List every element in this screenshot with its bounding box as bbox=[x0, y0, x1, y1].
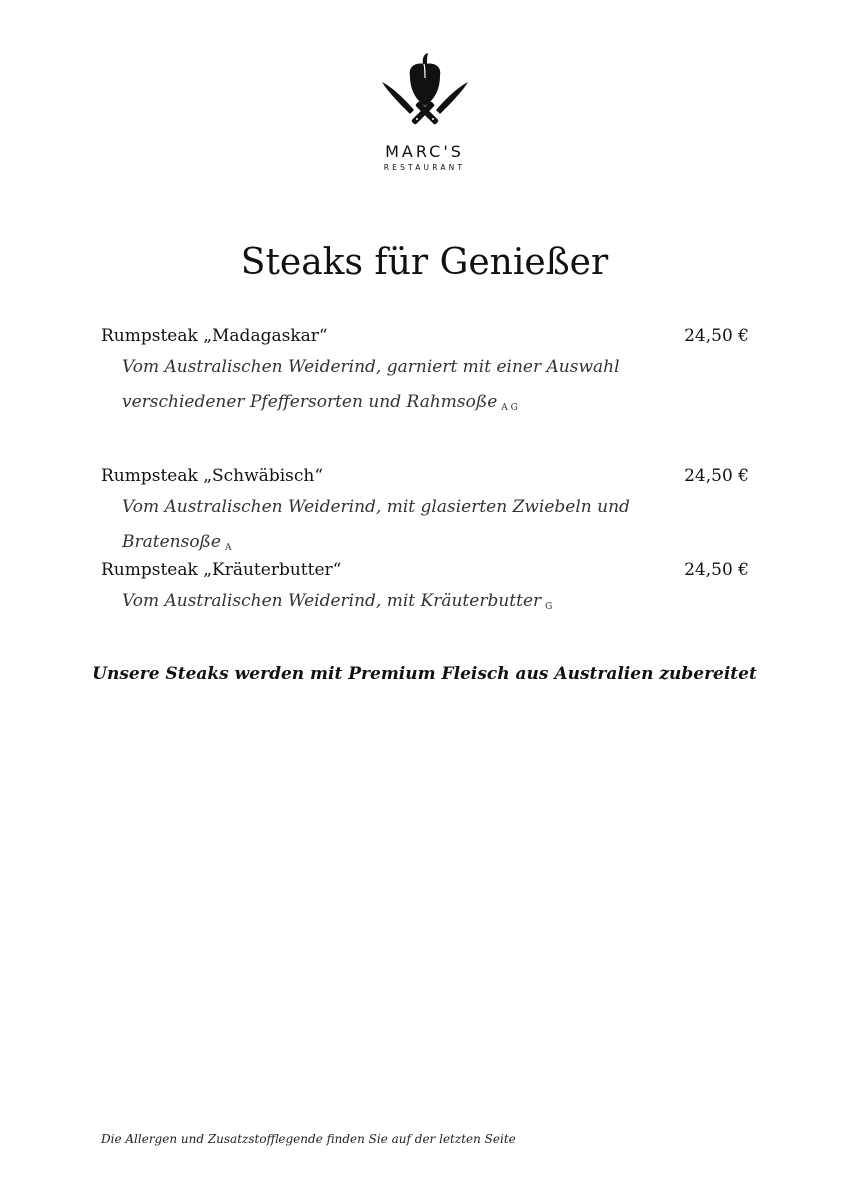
menu-item-description-text: Vom Australischen Weiderind, mit glasierten Zwiebeln und Bratensoße bbox=[122, 497, 630, 552]
logo-brand-name: MARC'S bbox=[385, 142, 464, 161]
menu-item-price: 24,50 € bbox=[684, 560, 749, 580]
menu-item-description-text: Vom Australischen Weiderind, mit Kräuterbutter bbox=[122, 591, 542, 611]
menu-item bbox=[101, 326, 749, 426]
menu-item-name: Rumpsteak „Kräuterbutter“ bbox=[101, 560, 342, 580]
restaurant-logo bbox=[0, 52, 849, 172]
menu-item-description bbox=[122, 350, 732, 426]
footer-note: Die Allergen und Zusatzstofflegende finden Sie auf der letzten Seite bbox=[101, 1132, 516, 1146]
allergen-codes: A G bbox=[501, 403, 518, 413]
menu-item-description-text: Vom Australischen Weiderind, garniert mit einer Auswahl verschiedener Pfeffersorten und Rahmsoße bbox=[122, 357, 620, 412]
menu-note: Unsere Steaks werden mit Premium Fleisch aus Australien zubereitet bbox=[92, 664, 757, 684]
pepper-and-knives-icon bbox=[380, 52, 470, 136]
menu-item bbox=[101, 466, 749, 566]
menu-item-description bbox=[122, 584, 732, 625]
menu-item-name: Rumpsteak „Schwäbisch“ bbox=[101, 466, 324, 486]
page-title: Steaks für Genießer bbox=[240, 242, 609, 283]
allergen-codes: G bbox=[545, 602, 553, 612]
menu-item-description bbox=[122, 490, 732, 566]
allergen-codes: A bbox=[224, 543, 232, 553]
logo-subtitle: RESTAURANT bbox=[383, 163, 466, 172]
menu-item-price: 24,50 € bbox=[684, 326, 749, 346]
menu-item-name: Rumpsteak „Madagaskar“ bbox=[101, 326, 328, 346]
menu-item-price: 24,50 € bbox=[684, 466, 749, 486]
menu-item bbox=[101, 560, 749, 625]
